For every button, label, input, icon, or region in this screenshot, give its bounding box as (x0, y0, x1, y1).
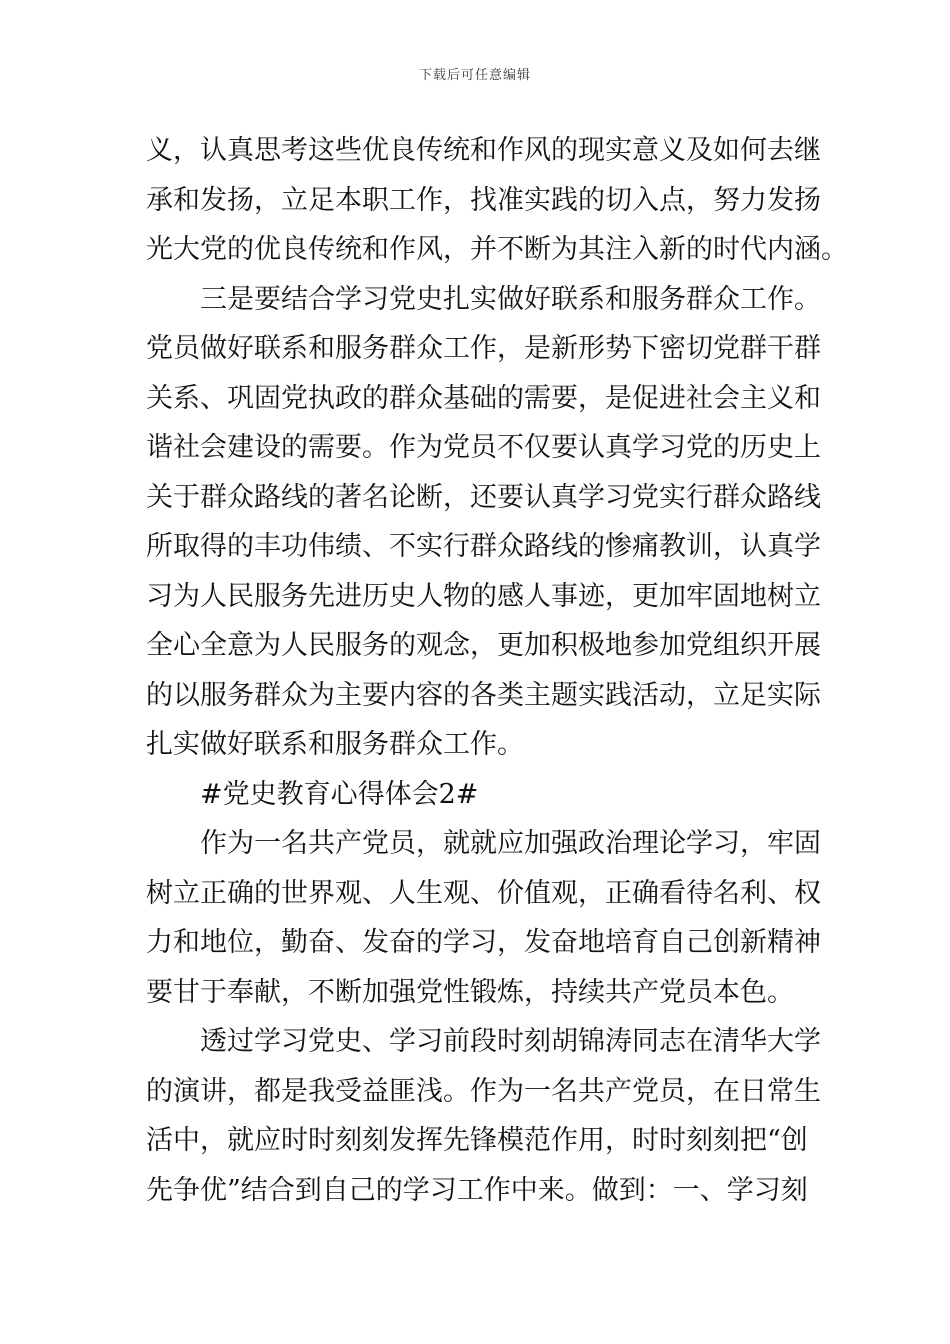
page-header: 下载后可任意编辑 (418, 68, 531, 83)
text-line: 义，认真思考这些优良传统和作风的现实意义及如何去继 (146, 135, 821, 166)
document-body (146, 126, 848, 1215)
text-line: 的演讲，都是我受益匪浅。作为一名共产党员，在日常生 (146, 1075, 821, 1107)
text-line: 要甘于奉献，不断加强党性锻炼，持续共产党员本色。 (146, 976, 794, 1008)
text-line: 党员做好联系和服务群众工作，是新形势下密切党群干群 (146, 333, 821, 364)
paragraph-first-line: 作为一名共产党员，就就应加强政治理论学习，牢固 (200, 828, 821, 859)
text-line: 全心全意为人民服务的观念，更加积极地参加党组织开展 (146, 630, 821, 661)
text-line: 习为人民服务先进历史人物的感人事迹，更加牢固地树立 (146, 580, 821, 612)
text-line: 关于群众路线的著名论断，还要认真学习党实行群众路线 (146, 481, 821, 513)
text-line: 承和发扬，立足本职工作，找准实践的切入点，努力发扬 (146, 184, 821, 216)
paragraph-first-line: 透过学习党史、学习前段时刻胡锦涛同志在清华大学 (200, 1026, 821, 1057)
text-line: 关系、巩固党执政的群众基础的需要，是促进社会主义和 (146, 382, 821, 414)
text-line: 先争优”结合到自己的学习工作中来。做到：一、学习刻 (146, 1174, 808, 1206)
text-line: 的以服务群众为主要内容的各类主题实践活动，立足实际 (146, 679, 821, 711)
text-line: 力和地位，勤奋、发奋的学习，发奋地培育自己创新精神 (146, 927, 821, 958)
text-line: 树立正确的世界观、人生观、价值观，正确看待名利、权 (146, 877, 821, 909)
text-line: 扎实做好联系和服务群众工作。 (146, 729, 524, 760)
text-line: 所取得的丰功伟绩、不实行群众路线的惨痛教训，认真学 (146, 531, 821, 562)
paragraph-first-line: 三是要结合学习党史扎实做好联系和服务群众工作。 (200, 283, 821, 315)
text-line: 活中，就应时时刻刻发挥先锋模范作用，时时刻刻把“创 (146, 1125, 808, 1156)
section-heading: #党史教育心得体会2# (200, 778, 479, 810)
text-line: 光大党的优良传统和作风，并不断为其注入新的时代内涵。 (146, 234, 848, 265)
text-line: 谐社会建设的需要。作为党员不仅要认真学习党的历史上 (146, 432, 821, 463)
